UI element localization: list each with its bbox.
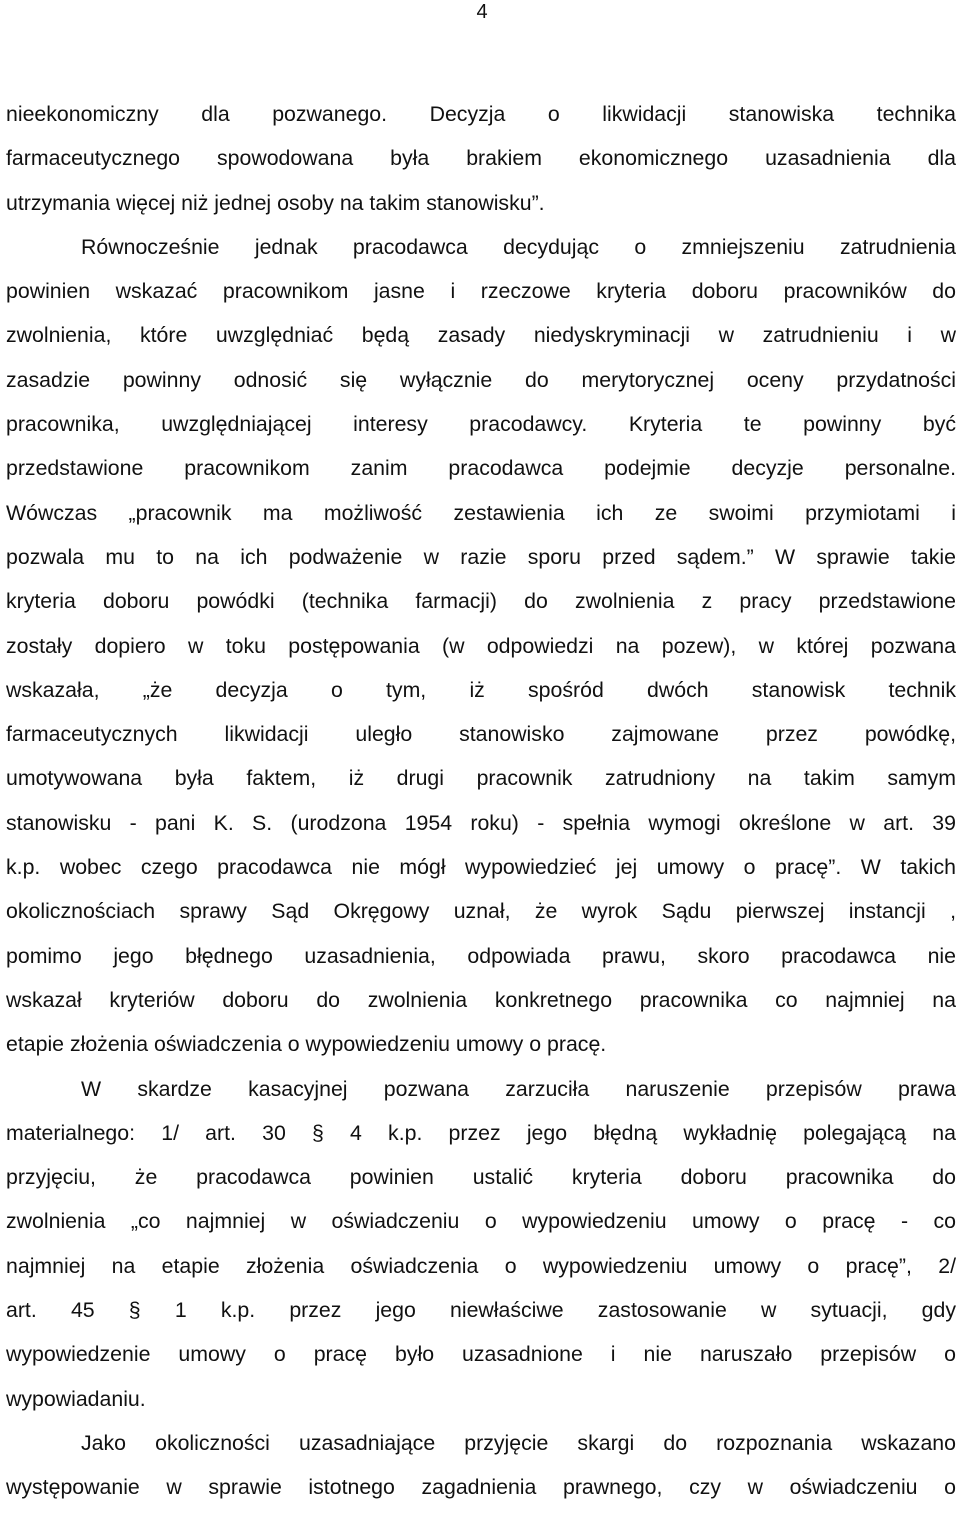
text-line: pozwala mu to na ich podważenie w razie sporu przed sądem.” W sprawie takie — [6, 544, 956, 569]
text-line: Jako okoliczności uzasadniające przyjęcie skargi do rozpoznania wskazano — [81, 1430, 956, 1455]
text-line: pomimo jego błędnego uzasadnienia, odpowiada prawu, skoro pracodawca nie — [6, 943, 956, 968]
text-line: przyjęciu, że pracodawca powinien ustalić kryteria doboru pracownika do — [6, 1165, 956, 1190]
text-line: zwolnienia „co najmniej w oświadczeniu o wypowiedzeniu umowy o pracę - co — [6, 1209, 956, 1234]
text-line: przedstawione pracownikom zanim pracodawca podejmie decyzje personalne. — [6, 456, 956, 481]
text-line: okolicznościach sprawy Sąd Okręgowy uznał, że wyrok Sądu pierwszej instancji , — [6, 899, 956, 924]
text-line: nieekonomiczny dla pozwanego. Decyzja o likwidacji stanowiska technika — [6, 102, 956, 126]
text-line: zasadzie powinny odnosić się wyłącznie do merytorycznej oceny przydatności — [6, 367, 956, 392]
paragraph-2 — [6, 225, 956, 1067]
text-line: Równocześnie jednak pracodawca decydując o zmniejszeniu zatrudnienia — [81, 234, 956, 259]
text-line: utrzymania więcej niż jednej osoby na takim stanowisku”. — [6, 190, 545, 215]
text-line: wypowiadaniu. — [6, 1386, 146, 1411]
text-line: k.p. wobec czego pracodawca nie mógł wypowiedzieć jej umowy o pracę”. W takich — [6, 855, 956, 880]
text-line: farmaceutycznych likwidacji uległo stanowisko zajmowane przez powódkę, — [6, 722, 956, 747]
text-line: W skardze kasacyjnej pozwana zarzuciła naruszenie przepisów prawa — [81, 1076, 956, 1101]
paragraph-3 — [6, 1067, 956, 1421]
text-line: umotywowana była faktem, iż drugi pracownik zatrudniony na takim samym — [6, 766, 956, 791]
text-line: art. 45 § 1 k.p. przez jego niewłaściwe zastosowanie w sytuacji, gdy — [6, 1298, 956, 1323]
text-line: materialnego: 1/ art. 30 § 4 k.p. przez jego błędną wykładnię polegającą na — [6, 1120, 956, 1145]
page-number: 4 — [476, 1, 488, 23]
text-line: pracownika, uwzględniającej interesy pracodawcy. Kryteria te powinny być — [6, 412, 956, 437]
paragraph-4 — [6, 1421, 956, 1510]
text-line: występowanie w sprawie istotnego zagadnienia prawnego, czy w oświadczeniu o — [6, 1475, 956, 1500]
text-line: kryteria doboru powódki (technika farmacji) do zwolnienia z pracy przedstawione — [6, 589, 956, 614]
text-line: najmniej na etapie złożenia oświadczenia o wypowiedzeniu umowy o pracę”, 2/ — [6, 1253, 956, 1278]
text-line: farmaceutycznego spowodowana była brakiem ekonomicznego uzasadnienia dla — [6, 146, 956, 171]
text-line: Wówczas „pracownik ma możliwość zestawienia ich ze swoimi przymiotami i — [6, 500, 956, 525]
document-body — [6, 92, 956, 1510]
text-line: wskazała, „że decyzja o tym, iż spośród dwóch stanowisk technik — [6, 677, 956, 702]
text-line: wypowiedzenie umowy o pracę było uzasadnione i nie naruszało przepisów o — [6, 1342, 956, 1367]
text-line: wskazał kryteriów doboru do zwolnienia konkretnego pracownika co najmniej na — [6, 987, 956, 1012]
text-line: stanowisku - pani K. S. (urodzona 1954 roku) - spełnia wymogi określone w art. 39 — [6, 810, 956, 835]
text-line: powinien wskazać pracownikom jasne i rzeczowe kryteria doboru pracowników do — [6, 279, 956, 304]
paragraph-1 — [6, 92, 956, 225]
text-line: etapie złożenia oświadczenia o wypowiedzeniu umowy o pracę. — [6, 1032, 607, 1057]
text-line: zwolnienia, które uwzględniać będą zasady niedyskryminacji w zatrudnieniu i w — [6, 323, 956, 348]
text-line: zostały dopiero w toku postępowania (w odpowiedzi na pozew), w której pozwana — [6, 633, 956, 658]
